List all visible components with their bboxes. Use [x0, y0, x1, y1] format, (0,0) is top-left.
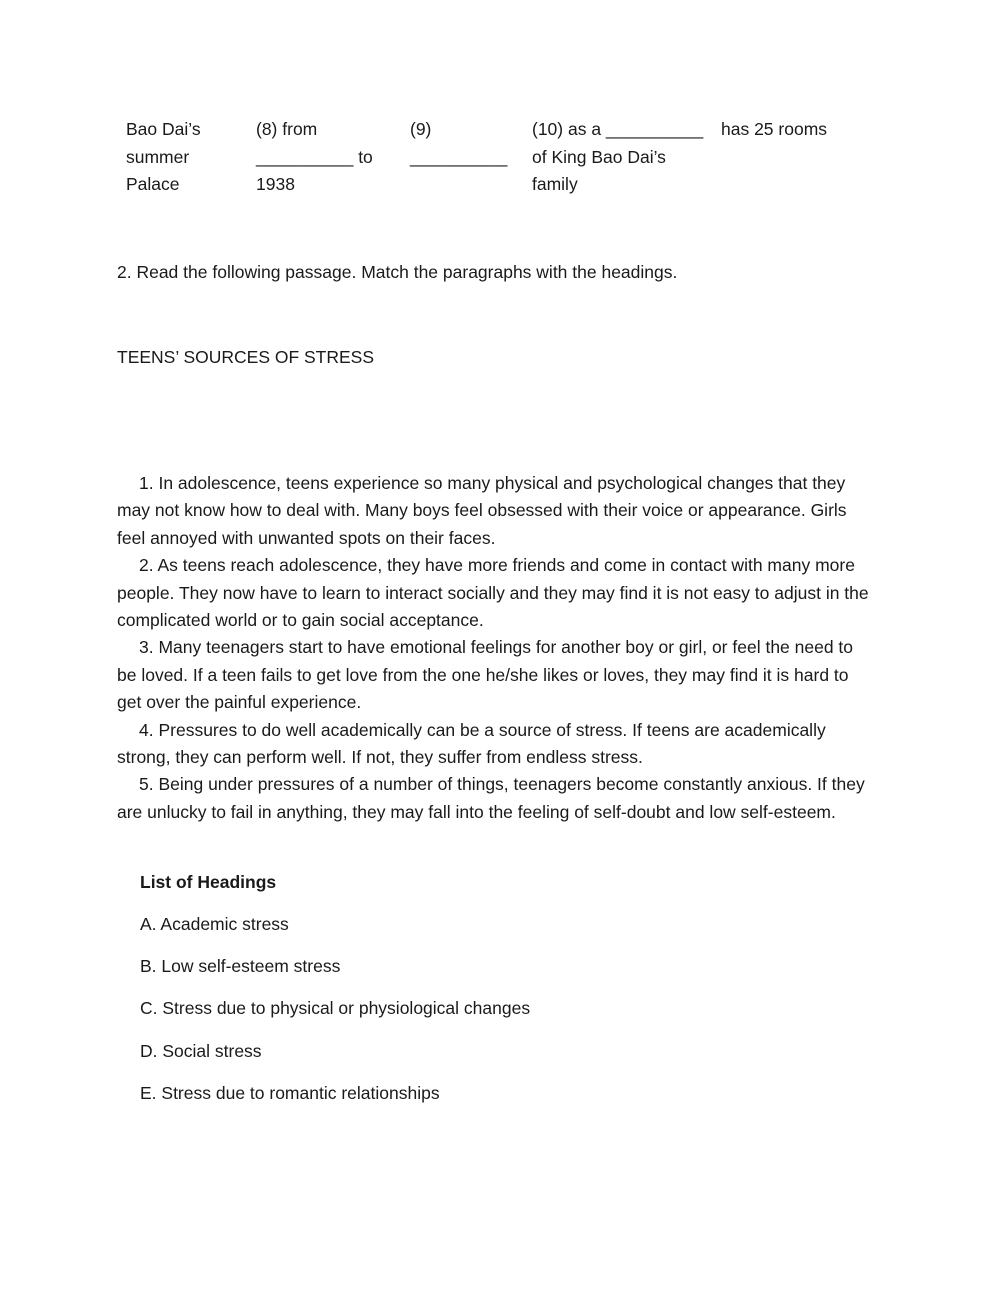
table-cell-from: (8) from __________ to 1938: [256, 119, 373, 194]
heading-item: C. Stress due to physical or physiological changes: [140, 998, 531, 1019]
heading-item: A. Academic stress: [140, 914, 289, 934]
paragraph: 2. As teens reach adolescence, they have more friends and come in contact with many more people. They now have to learn to interact socially and they may find it is not easy to adjust in the complicated world or to gain social acceptance.: [117, 555, 869, 631]
passage: [117, 470, 877, 826]
table-cell-place: Bao Dai’s summer Palace: [126, 119, 201, 194]
heading-item: B. Low self-esteem stress: [140, 956, 341, 977]
passage-title: TEENS’ SOURCES OF STRESS: [117, 347, 375, 367]
headings-title: List of Headings: [140, 872, 277, 892]
paragraph: 4. Pressures to do well academically can be a source of stress. If teens are academically strong, they can perform well. If not, they suffer from endless stress.: [117, 719, 826, 768]
table-cell-ten: (10) as a __________ of King Bao Dai’s family: [532, 119, 704, 194]
heading-item: E. Stress due to romantic relationships: [140, 1082, 440, 1103]
headings-list: [140, 870, 860, 1123]
paragraph: 5. Being under pressures of a number of things, teenagers become constantly anxious. If they are unlucky to fail in anything, they may fall into the feeling of self-doubt and low self-esteem.: [117, 774, 865, 822]
table-cell-nine: (9) __________: [410, 119, 508, 167]
paragraph: 3. Many teenagers start to have emotional feelings for another boy or girl, or feel the need to be loved. If a teen fails to get love from the one he/she likes or loves, they may find it is hard to get over the painful experience.: [117, 637, 854, 713]
table-cell-rooms: has 25 rooms: [721, 119, 828, 139]
heading-item: D. Social stress: [140, 1040, 262, 1061]
exercise-instruction: 2. Read the following passage. Match the paragraphs with the headings.: [117, 262, 678, 282]
paragraph: 1. In adolescence, teens experience so many physical and psychological changes that they may not know how to deal with. Many boys feel obsessed with their voice or appearance. Girls feel annoyed with unwanted spots on their faces.: [117, 473, 847, 548]
